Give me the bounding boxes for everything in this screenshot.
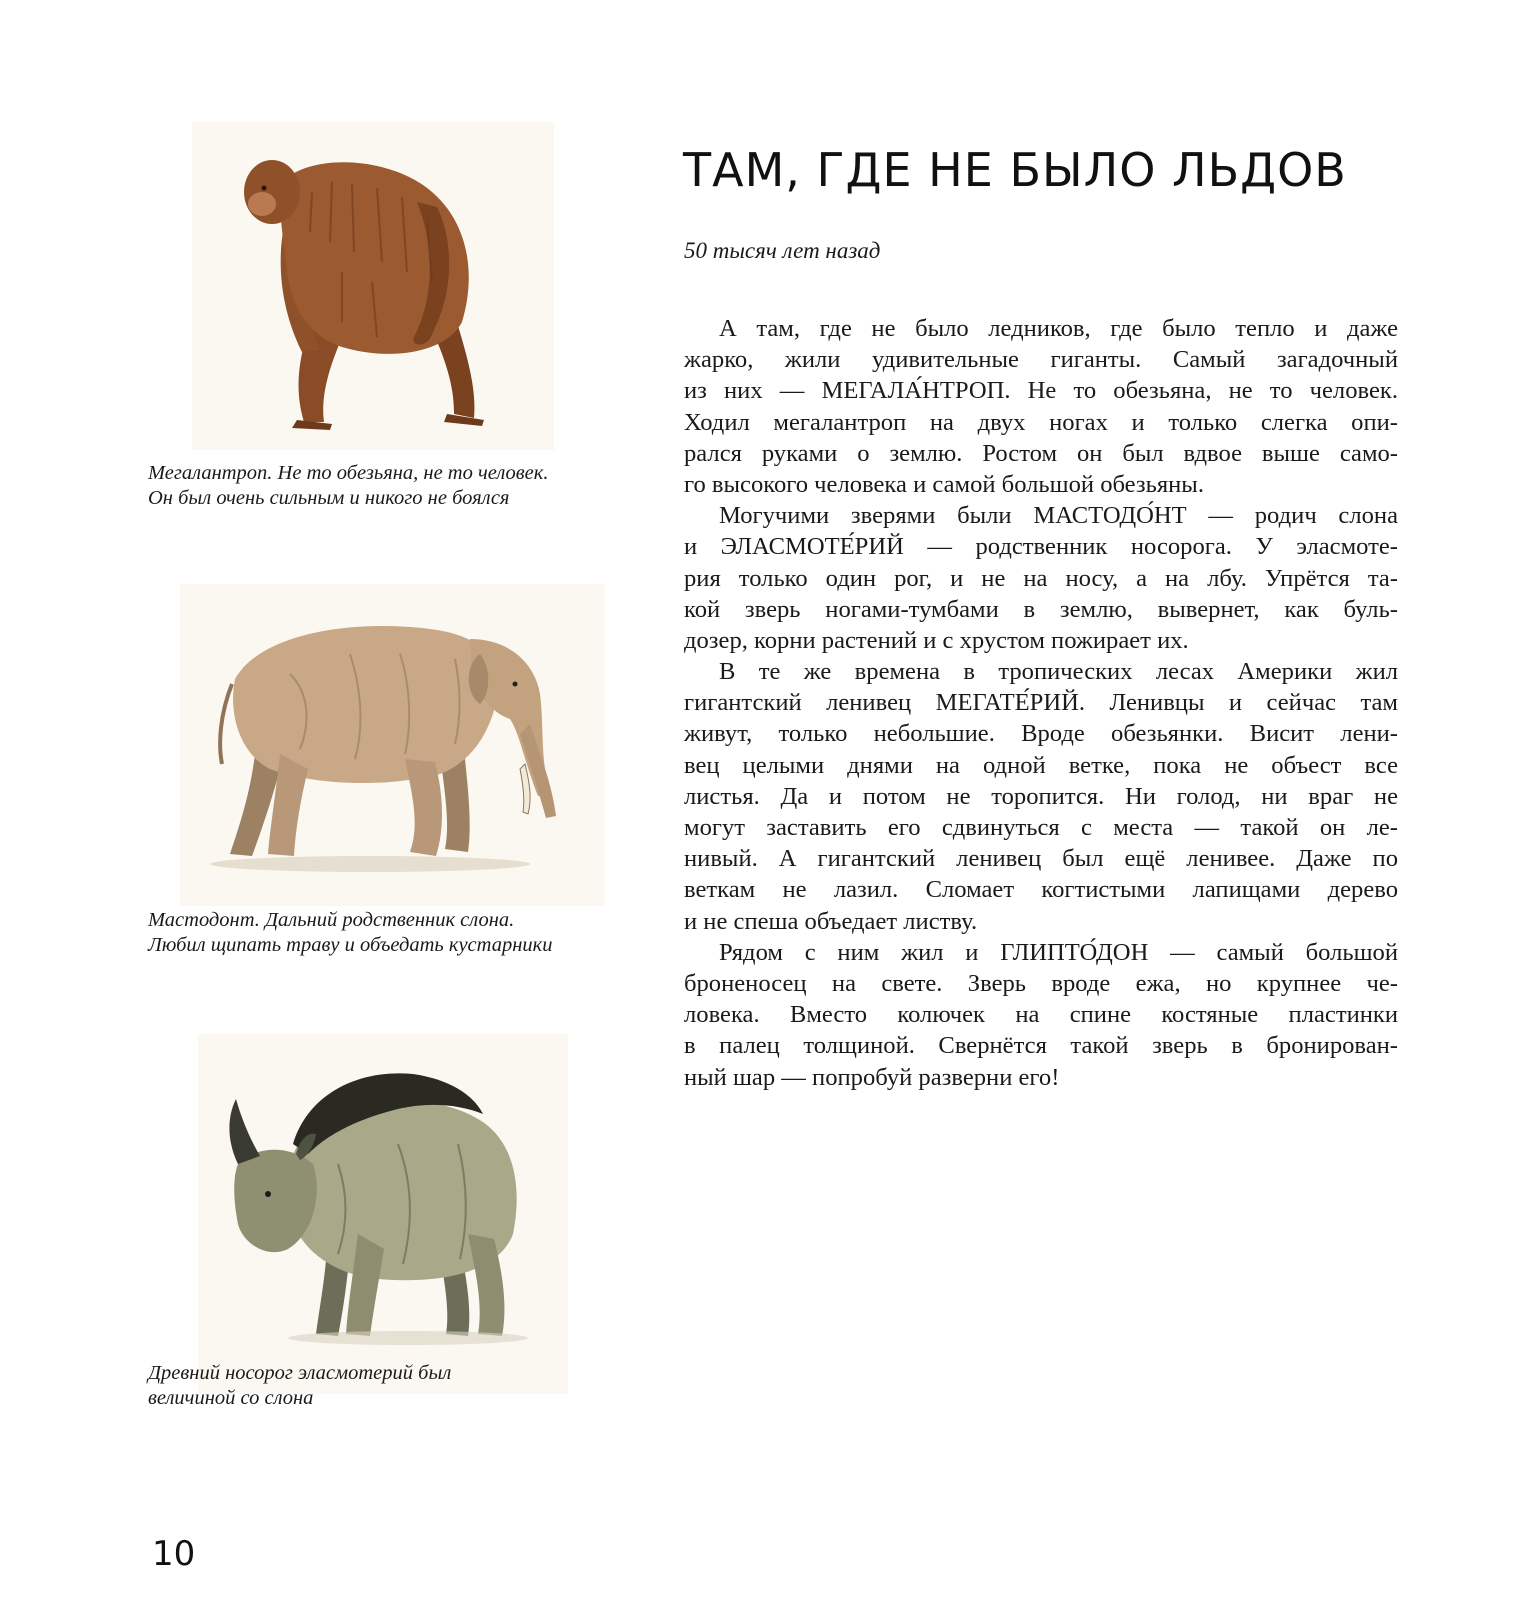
mastodon-illustration — [180, 584, 605, 906]
ape-figure — [244, 160, 484, 430]
body-line: могут заставить его сдвинуться с места — такой он ле- — [684, 814, 1398, 841]
body-line: дозер, корни растений и с хрустом пожирает их. — [684, 626, 1189, 654]
body-text — [684, 313, 1398, 1093]
body-line: Могучими зверями были МАСТОДО́НТ — родич слона — [719, 502, 1398, 530]
caption-line: Он был очень сильным и никого не боялся — [148, 487, 510, 509]
caption-megalanthropus — [148, 461, 549, 511]
page-subtitle: 50 тысяч лет назад — [684, 238, 881, 263]
body-line: кой зверь ногами-тумбами в землю, вывернет, как буль- — [684, 595, 1398, 623]
body-line: листья. Да и потом не торопится. Ни голод, ни враг не — [684, 782, 1398, 810]
page-number: 10 — [152, 1534, 196, 1574]
body-line: в палец толщиной. Свернётся такой зверь в бронирован- — [684, 1032, 1398, 1060]
body-line: ный шар — попробуй разверни его! — [684, 1063, 1060, 1091]
body-line: и не спеша объедает листву. — [684, 907, 978, 935]
body-line: рия только один рог, и не на носу, а на лбу. Упрётся та- — [684, 564, 1398, 592]
page-title: ТАМ, ГДЕ НЕ БЫЛО ЛЬДОВ — [683, 143, 1347, 197]
body-line: В те же времена в тропических лесах Америки жил — [719, 658, 1398, 686]
caption-line: величиной со слона — [148, 1387, 314, 1409]
caption-line: Любил щипать траву и объедать кустарники — [148, 934, 553, 956]
body-line: живут, только небольшие. Вроде обезьянки. Висит лени- — [684, 720, 1398, 748]
body-line: Ходил мегалантроп на двух ногах и только слегка опи- — [684, 408, 1398, 436]
body-line: жарко, жили удивительные гиганты. Самый загадочный — [684, 346, 1398, 374]
body-line: вец целыми днями на одной ветке, пока не объест все — [684, 751, 1398, 779]
body-line: го высокого человека и самой большой обезьяны. — [684, 470, 1204, 498]
body-line: веткам не лазил. Сломает когтистыми лапищами дерево — [684, 876, 1398, 904]
caption-line: Мегалантроп. Не то обезьяна, не то человек. — [148, 462, 549, 484]
body-line: нивый. А гигантский ленивец был ещё ленивее. Даже по — [684, 845, 1398, 873]
body-line: из них — МЕГАЛА́НТРОП. Не то обезьяна, не то человек. — [684, 377, 1398, 405]
body-line: ловека. Вместо колючек на спине костяные пластинки — [684, 1001, 1398, 1029]
caption-line: Древний носорог эласмотерий был — [148, 1362, 452, 1384]
body-line: рался руками о землю. Ростом он был вдвое выше само- — [684, 439, 1398, 467]
megalanthropus-drawing — [192, 122, 554, 450]
mastodon-drawing — [180, 584, 605, 906]
elasmotherium-drawing — [198, 1034, 568, 1394]
caption-elasmotherium — [148, 1361, 451, 1411]
elasmotherium-illustration — [198, 1034, 568, 1394]
body-line: А там, где не было ледников, где было тепло и даже — [719, 315, 1398, 342]
body-line: Рядом с ним жил и ГЛИПТО́ДОН — самый большой — [719, 938, 1398, 966]
megalanthropus-illustration — [192, 122, 554, 450]
mastodon-figure — [210, 626, 556, 872]
body-line: и ЭЛАСМОТЕ́РИЙ — родственник носорога. У эласмоте- — [684, 533, 1398, 561]
caption-mastodon — [148, 908, 552, 958]
body-line: броненосец на свете. Зверь вроде ежа, но крупнее че- — [684, 969, 1398, 997]
body-line: гигантский ленивец МЕГАТЕ́РИЙ. Ленивцы и сейчас там — [684, 689, 1398, 717]
elasmotherium-figure — [229, 1073, 528, 1345]
caption-line: Мастодонт. Дальний родственник слона. — [148, 909, 515, 931]
